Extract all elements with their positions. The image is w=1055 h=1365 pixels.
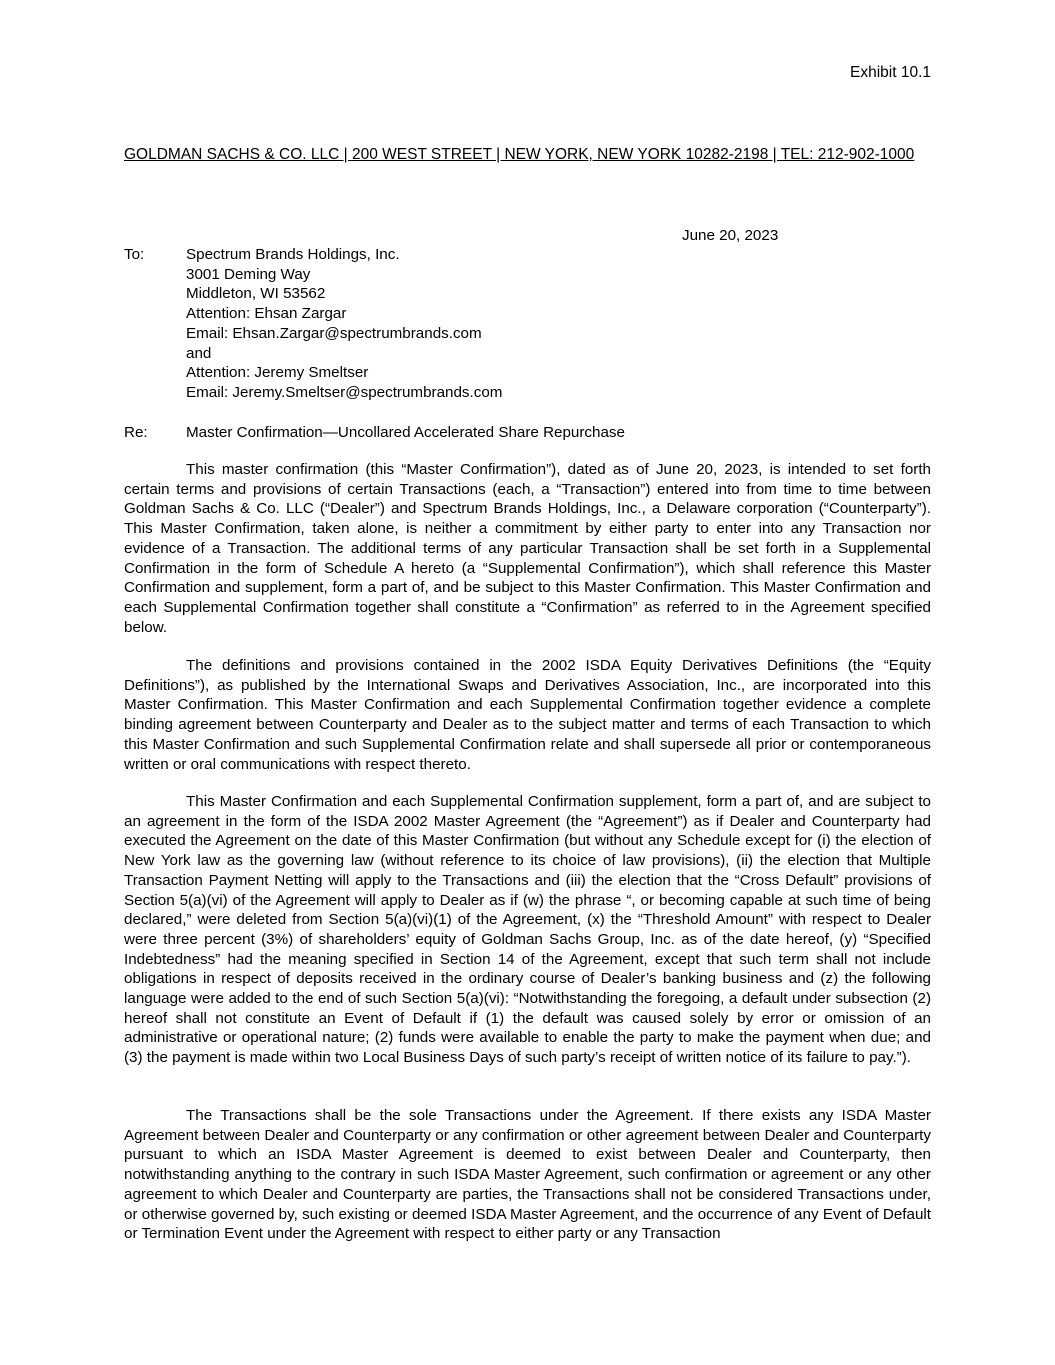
addressee-lines: [186, 245, 502, 403]
addressee-street: 3001 Deming Way: [186, 265, 311, 283]
body-paragraph-3: This Master Confirmation and each Supplemental Confirmation supplement, form a part of, and are subject to an agreement in the form of the ISDA 2002 Master Agreement (the “Agreement”) as if Dealer and Counterparty had executed the Agreement on the date of this Master Confirmation (but without any Schedule except for (i) the election of New York law as the governing law (without reference to its choice of law provisions), (ii) the election that Multiple Transaction Payment Netting will apply to the Transactions and (iii) the election that the “Cross Default” provisions of Section 5(a)(vi) of the Agreement will apply to Dealer as if (w) the phrase “, or becoming capable at such time of being declared,” were deleted from Section 5(a)(vi)(1) of the Agreement, (x) the “Threshold Amount” with respect to Dealer were three percent (3%) of shareholders’ equity of Goldman Sachs Group, Inc. as of the date hereof, (y) “Specified Indebtedness” had the meaning specified in Section 14 of the Agreement, except that such term shall not include obligations in respect of deposits received in the ordinary course of Dealer’s banking business and (z) the following language were added to the end of such Section 5(a)(vi): “Notwithstanding the foregoing, a default under subsection (2) hereof shall not constitute an Event of Default if (1) the default was caused solely by error or omission of an administrative or operational nature; (2) funds were available to enable the party to make the payment when due; and (3) the payment is made within two Local Business Days of such party’s receipt of written notice of its failure to pay.”).: [124, 793, 931, 1067]
to-label: To:: [124, 246, 145, 263]
body-paragraph-1: This master confirmation (this “Master Confirmation”), dated as of June 20, 2023, is intended to set forth certain terms and provisions of certain Transactions (each, a “Transaction”) entered into from time to time between Goldman Sachs & Co. LLC (“Dealer”) and Spectrum Brands Holdings, Inc., a Delaware corporation (“Counterparty”). This Master Confirmation, taken alone, is neither a commitment by either party to enter into any Transaction nor evidence of a Transaction. The additional terms of any particular Transaction shall be set forth in a Supplemental Confirmation in the form of Schedule A hereto (a “Supplemental Confirmation”), which shall reference this Master Confirmation and supplement, form a part of, and be subject to this Master Confirmation. This Master Confirmation and each Supplemental Confirmation together shall constitute a “Confirmation” as referred to in the Agreement specified below.: [124, 461, 931, 636]
re-label: Re:: [124, 424, 148, 441]
exhibit-label: Exhibit 10.1: [850, 64, 931, 81]
addressee-company: Spectrum Brands Holdings, Inc.: [186, 246, 400, 263]
re-text: Master Confirmation—Uncollared Accelerated Share Repurchase: [186, 424, 625, 441]
addressee-city: Middleton, WI 53562: [186, 285, 326, 303]
letterhead: GOLDMAN SACHS & CO. LLC | 200 WEST STREET | NEW YORK, NEW YORK 10282-2198 | TEL: 212-902-1000: [124, 146, 915, 163]
letter-date: June 20, 2023: [682, 227, 779, 244]
addressee-and: and: [186, 344, 212, 362]
addressee-email-2: Email: Jeremy.Smeltser@spectrumbrands.com: [186, 383, 503, 401]
body-paragraph-2: The definitions and provisions contained in the 2002 ISDA Equity Derivatives Definitions (the “Equity Definitions”), as published by the International Swaps and Derivatives Association, Inc., are incorporated into this Master Confirmation. This Master Confirmation and each Supplemental Confirmation together evidence a complete binding agreement between Counterparty and Dealer as to the subject matter and terms of each Transaction to which this Master Confirmation and such Supplemental Confirmation relate and shall supersede all prior or contemporaneous written or oral communications with respect thereto.: [124, 657, 931, 773]
addressee-attention-2: Attention: Jeremy Smeltser: [186, 364, 369, 382]
addressee-attention-1: Attention: Ehsan Zargar: [186, 305, 347, 323]
addressee-email-1: Email: Ehsan.Zargar@spectrumbrands.com: [186, 324, 482, 342]
body-paragraph-4: The Transactions shall be the sole Transactions under the Agreement. If there exists any ISDA Master Agreement between Dealer and Counterparty or any confirmation or other agreement between Dealer and Counterparty pursuant to which an ISDA Master Agreement is deemed to exist between Dealer and Counterparty, then notwithstanding anything to the contrary in such ISDA Master Agreement, such confirmation or agreement or any other agreement to which Dealer and Counterparty are parties, the Transactions shall not be considered Transactions under, or otherwise governed by, such existing or deemed ISDA Master Agreement, and the occurrence of any Event of Default or Termination Event under the Agreement with respect to either party or any Transaction: [124, 1107, 931, 1243]
